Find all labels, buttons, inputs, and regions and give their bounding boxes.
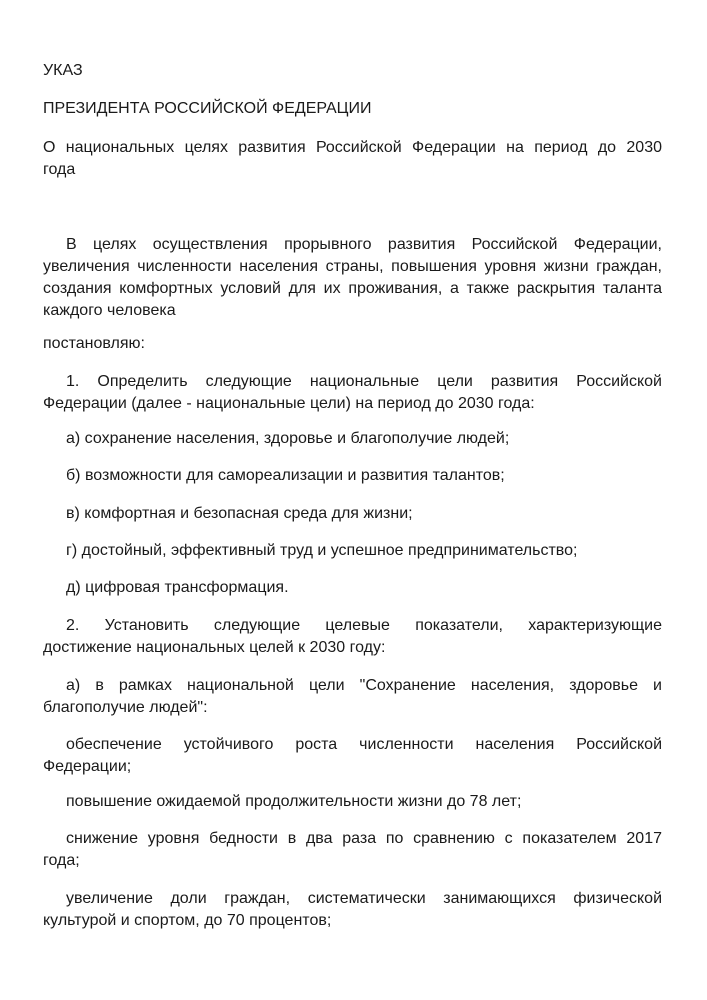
decree-heading: УКАЗ	[43, 62, 83, 79]
indicator-1-line-1: обеспечение устойчивого роста численности населения Российской	[66, 736, 662, 753]
item-2-line-2: достижение национальных целей к 2030 году:	[43, 639, 386, 656]
decree-issuer: ПРЕЗИДЕНТА РОССИЙСКОЙ ФЕДЕРАЦИИ	[43, 100, 372, 117]
item-1-goal-v: в) комфортная и безопасная среда для жизни;	[66, 505, 413, 522]
indicator-1-line-2: Федерации;	[43, 758, 132, 775]
preamble-line-4: каждого человека	[43, 302, 176, 319]
indicator-2: повышение ожидаемой продолжительности жизни до 78 лет;	[66, 793, 522, 810]
indicator-3-line-2: года;	[43, 852, 80, 869]
item-2-line-1: 2. Установить следующие целевые показатели, характеризующие	[66, 617, 662, 634]
item-2-a-line-1: а) в рамках национальной цели "Сохранение населения, здоровье и	[66, 677, 662, 694]
item-1-goal-d: д) цифровая трансформация.	[66, 579, 289, 596]
indicator-3-line-1: снижение уровня бедности в два раза по сравнению с показателем 2017	[66, 830, 662, 847]
item-1-line-1: 1. Определить следующие национальные цели развития Российской	[66, 373, 662, 390]
item-1-goal-b: б) возможности для самореализации и развития талантов;	[66, 467, 505, 484]
decree-word: постановляю:	[43, 335, 145, 352]
preamble-line-1: В целях осуществления прорывного развития Российской Федерации,	[66, 236, 662, 253]
indicator-4-line-1: увеличение доли граждан, систематически занимающихся физической	[66, 890, 662, 907]
preamble-line-3: создания комфортных условий для их проживания, а также раскрытия таланта	[43, 280, 662, 297]
indicator-4-line-2: культурой и спортом, до 70 процентов;	[43, 912, 332, 929]
decree-title-line-2: года	[43, 161, 76, 178]
preamble-line-2: увеличения численности населения страны, повышения уровня жизни граждан,	[43, 258, 662, 275]
item-1-goal-g: г) достойный, эффективный труд и успешное предпринимательство;	[66, 542, 578, 559]
item-1-line-2: Федерации (далее - национальные цели) на период до 2030 года:	[43, 395, 535, 412]
item-2-a-line-2: благополучие людей":	[43, 699, 208, 716]
item-1-goal-a: а) сохранение населения, здоровье и благополучие людей;	[66, 430, 510, 447]
decree-title-line-1: О национальных целях развития Российской Федерации на период до 2030	[43, 139, 662, 156]
